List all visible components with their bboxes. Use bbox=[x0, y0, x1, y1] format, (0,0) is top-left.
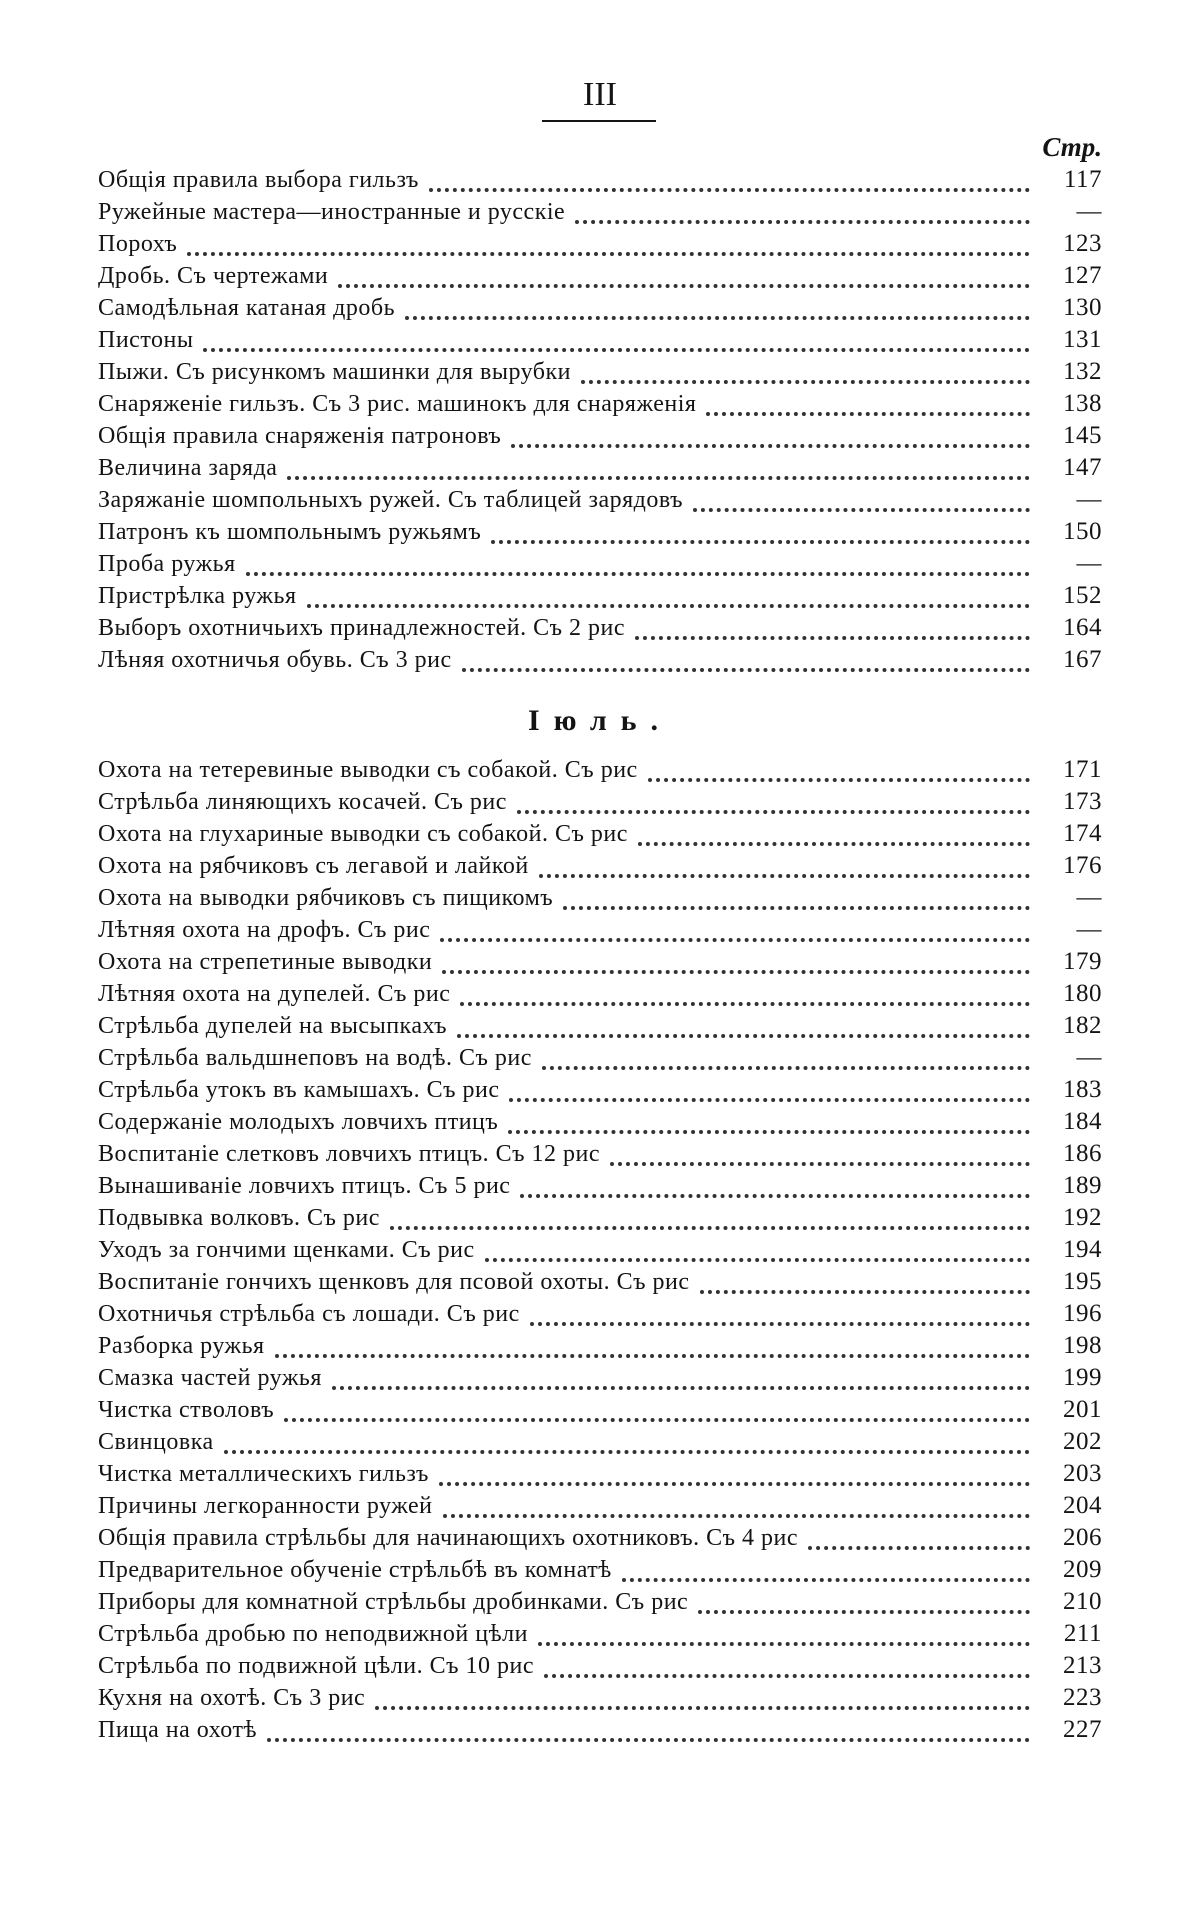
toc-entry-page: 210 bbox=[1063, 1588, 1102, 1615]
dot-leader bbox=[307, 604, 1031, 608]
toc-entry-title: Величина заряда bbox=[98, 455, 278, 481]
toc-entry bbox=[98, 1684, 1102, 1716]
toc-entry bbox=[98, 1556, 1102, 1588]
toc-entry-page: 192 bbox=[1063, 1204, 1102, 1231]
toc-entry bbox=[98, 1588, 1102, 1620]
dot-leader bbox=[460, 1002, 1030, 1006]
toc-entry bbox=[98, 326, 1102, 358]
dot-leader bbox=[520, 1194, 1030, 1198]
toc-entry bbox=[98, 788, 1102, 820]
dot-leader bbox=[635, 636, 1030, 640]
toc-entry-title: Подвывка волковъ. Съ рис bbox=[98, 1205, 380, 1231]
toc-entry-page: 199 bbox=[1063, 1364, 1102, 1391]
toc-entry-title: Снаряженіе гильзъ. Съ 3 рис. машинокъ для снаряженія bbox=[98, 391, 697, 417]
dot-leader bbox=[563, 906, 1030, 910]
toc-entry bbox=[98, 1460, 1102, 1492]
toc-entry-page: 206 bbox=[1063, 1524, 1102, 1551]
dot-leader bbox=[638, 842, 1030, 846]
toc-entry bbox=[98, 1044, 1102, 1076]
toc-entry bbox=[98, 884, 1102, 916]
dot-leader bbox=[511, 444, 1030, 448]
toc-entry-page: 174 bbox=[1063, 820, 1102, 847]
dot-leader bbox=[575, 220, 1030, 224]
toc-entry-title: Стрѣльба дробью по неподвижной цѣли bbox=[98, 1621, 528, 1647]
dot-leader bbox=[390, 1226, 1030, 1230]
toc-entry bbox=[98, 1204, 1102, 1236]
toc-entry-title: Пристрѣлка ружья bbox=[98, 583, 297, 609]
toc-entry-page: 132 bbox=[1063, 358, 1102, 385]
toc-entry-title: Вынашиваніе ловчихъ птицъ. Съ 5 рис bbox=[98, 1173, 511, 1199]
toc-entry bbox=[98, 390, 1102, 422]
dot-leader bbox=[622, 1578, 1030, 1582]
toc-entry-title: Разборка ружья bbox=[98, 1333, 265, 1359]
toc-entry-page: 204 bbox=[1063, 1492, 1102, 1519]
toc-entry bbox=[98, 1012, 1102, 1044]
toc-entry bbox=[98, 948, 1102, 980]
toc-entry-title: Кухня на охотѣ. Съ 3 рис bbox=[98, 1685, 366, 1711]
toc-entry-title: Охота на рябчиковъ съ легавой и лайкой bbox=[98, 853, 529, 879]
toc-entry-title: Стрѣльба линяющихъ косачей. Съ рис bbox=[98, 789, 507, 815]
dot-leader bbox=[332, 1386, 1030, 1390]
toc-entry-page: 209 bbox=[1063, 1556, 1102, 1583]
section-heading-july: Іюль. bbox=[527, 704, 673, 737]
toc-entry bbox=[98, 916, 1102, 948]
dot-leader bbox=[542, 1066, 1030, 1070]
toc-entry bbox=[98, 1268, 1102, 1300]
toc-entry-page: 196 bbox=[1063, 1300, 1102, 1327]
dot-leader bbox=[287, 476, 1030, 480]
toc-entry-title: Воспитаніе слетковъ ловчихъ птицъ. Съ 12 рис bbox=[98, 1141, 601, 1167]
toc-entry-title: Предварительное обученіе стрѣльбѣ въ комнатѣ bbox=[98, 1557, 612, 1583]
toc-entry bbox=[98, 198, 1102, 230]
dot-leader bbox=[338, 284, 1030, 288]
toc-entry-title: Воспитаніе гончихъ щенковъ для псовой охоты. Съ рис bbox=[98, 1269, 690, 1295]
toc-entry-page: 202 bbox=[1063, 1428, 1102, 1455]
toc-entry-page: — bbox=[1076, 486, 1102, 513]
toc-entry-page: 223 bbox=[1063, 1684, 1102, 1711]
toc-entry bbox=[98, 1396, 1102, 1428]
toc-entry-page: 213 bbox=[1063, 1652, 1102, 1679]
toc-entry bbox=[98, 646, 1102, 678]
toc-entry-title: Проба ружья bbox=[98, 551, 236, 577]
toc-entry-page: 180 bbox=[1063, 980, 1102, 1007]
dot-leader bbox=[443, 1514, 1030, 1518]
toc-entry bbox=[98, 486, 1102, 518]
dot-leader bbox=[693, 508, 1030, 512]
dot-leader bbox=[284, 1418, 1030, 1422]
dot-leader bbox=[508, 1130, 1030, 1134]
toc-entry bbox=[98, 756, 1102, 788]
toc-entry-title: Уходъ за гончими щенками. Съ рис bbox=[98, 1237, 475, 1263]
toc-entry bbox=[98, 1172, 1102, 1204]
toc-entry-title: Приборы для комнатной стрѣльбы дробинками. Съ рис bbox=[98, 1589, 689, 1615]
toc-entry bbox=[98, 1524, 1102, 1556]
toc-entry bbox=[98, 1428, 1102, 1460]
toc-entry-page: 179 bbox=[1063, 948, 1102, 975]
toc-entry-title: Чистка стволовъ bbox=[98, 1397, 275, 1423]
dot-leader bbox=[698, 1610, 1030, 1614]
toc-entry-page: — bbox=[1076, 916, 1102, 943]
dot-leader bbox=[442, 970, 1030, 974]
dot-leader bbox=[457, 1034, 1030, 1038]
toc-entry bbox=[98, 454, 1102, 486]
toc-entry-page: 184 bbox=[1063, 1108, 1102, 1135]
toc-entry-page: 201 bbox=[1063, 1396, 1102, 1423]
toc-entry-page: 203 bbox=[1063, 1460, 1102, 1487]
toc-entry bbox=[98, 1716, 1102, 1748]
toc-entry-page: 123 bbox=[1063, 230, 1102, 257]
toc-entry-page: 173 bbox=[1063, 788, 1102, 815]
page-number-rule bbox=[542, 120, 656, 122]
toc-entry-title: Стрѣльба дупелей на высыпкахъ bbox=[98, 1013, 447, 1039]
toc-entry bbox=[98, 980, 1102, 1012]
toc-entry-page: 117 bbox=[1063, 166, 1102, 193]
dot-leader bbox=[517, 810, 1030, 814]
dot-leader bbox=[275, 1354, 1030, 1358]
toc-entry bbox=[98, 550, 1102, 582]
dot-leader bbox=[405, 316, 1030, 320]
dot-leader bbox=[538, 1642, 1030, 1646]
toc-entry-title: Стрѣльба по подвижной цѣли. Съ 10 рис bbox=[98, 1653, 535, 1679]
toc-entry-title: Общія правила снаряженія патроновъ bbox=[98, 423, 502, 449]
toc-entry bbox=[98, 1332, 1102, 1364]
toc-entry-page: 164 bbox=[1063, 614, 1102, 641]
toc-entry-title: Самодѣльная катаная дробь bbox=[98, 295, 396, 321]
toc-entry-page: 194 bbox=[1063, 1236, 1102, 1263]
toc-entry-page: 183 bbox=[1063, 1076, 1102, 1103]
toc-entry-page: 176 bbox=[1063, 852, 1102, 879]
toc-entry-title: Пистоны bbox=[98, 327, 194, 353]
dot-leader bbox=[224, 1450, 1030, 1454]
dot-leader bbox=[203, 348, 1030, 352]
toc-entry-title: Охота на стрепетиные выводки bbox=[98, 949, 433, 975]
toc-entry-title: Общія правила выбора гильзъ bbox=[98, 167, 419, 193]
dot-leader bbox=[581, 380, 1030, 384]
dot-leader bbox=[440, 938, 1030, 942]
toc-entry-page: 195 bbox=[1063, 1268, 1102, 1295]
dot-leader bbox=[267, 1738, 1030, 1742]
dot-leader bbox=[429, 188, 1030, 192]
toc-entry bbox=[98, 1492, 1102, 1524]
toc-entry bbox=[98, 1652, 1102, 1684]
page-number: III bbox=[583, 76, 617, 113]
dot-leader bbox=[491, 540, 1030, 544]
toc-entry-page: 145 bbox=[1063, 422, 1102, 449]
toc-entry bbox=[98, 614, 1102, 646]
toc-entry bbox=[98, 820, 1102, 852]
toc-entry-page: 186 bbox=[1063, 1140, 1102, 1167]
toc-entry bbox=[98, 1236, 1102, 1268]
toc-entry-title: Лѣтняя охота на дрофъ. Съ рис bbox=[98, 917, 431, 943]
dot-leader bbox=[544, 1674, 1030, 1678]
dot-leader bbox=[375, 1706, 1030, 1710]
toc-entry bbox=[98, 1076, 1102, 1108]
toc-entry-title: Стрѣльба утокъ въ камышахъ. Съ рис bbox=[98, 1077, 500, 1103]
toc-entry-page: 138 bbox=[1063, 390, 1102, 417]
toc-entry-page: 130 bbox=[1063, 294, 1102, 321]
dot-leader bbox=[187, 252, 1030, 256]
toc-entry-title: Охотничья стрѣльба съ лошади. Съ рис bbox=[98, 1301, 520, 1327]
toc-entry-title: Смазка частей ружья bbox=[98, 1365, 322, 1391]
toc-entry-title: Выборъ охотничьихъ принадлежностей. Съ 2 рис bbox=[98, 615, 626, 641]
toc-list-previous-section bbox=[98, 166, 1102, 678]
toc-entry-page: — bbox=[1076, 884, 1102, 911]
dot-leader bbox=[648, 778, 1030, 782]
toc-entry-page: — bbox=[1076, 550, 1102, 577]
toc-entry bbox=[98, 582, 1102, 614]
toc-entry-page: 171 bbox=[1063, 756, 1102, 783]
dot-leader bbox=[509, 1098, 1030, 1102]
toc-entry-title: Дробь. Съ чертежами bbox=[98, 263, 329, 289]
toc-entry-title: Содержаніе молодыхъ ловчихъ птицъ bbox=[98, 1109, 499, 1135]
toc-entry bbox=[98, 294, 1102, 326]
toc-entry-page: 189 bbox=[1063, 1172, 1102, 1199]
toc-entry bbox=[98, 358, 1102, 390]
dot-leader bbox=[808, 1546, 1030, 1550]
toc-entry-title: Охота на тетеревиные выводки съ собакой. Съ рис bbox=[98, 757, 638, 783]
toc-entry-page: 150 bbox=[1063, 518, 1102, 545]
toc-entry bbox=[98, 166, 1102, 198]
toc-entry-page: 182 bbox=[1063, 1012, 1102, 1039]
dot-leader bbox=[439, 1482, 1030, 1486]
toc-entry-title: Свинцовка bbox=[98, 1429, 214, 1455]
toc-entry-page: 211 bbox=[1063, 1620, 1102, 1647]
toc-entry-page: 152 bbox=[1063, 582, 1102, 609]
toc-entry-title: Лѣтняя охота на дупелей. Съ рис bbox=[98, 981, 451, 1007]
toc-entry-page: 227 bbox=[1063, 1716, 1102, 1743]
dot-leader bbox=[700, 1290, 1030, 1294]
toc-entry-title: Охота на выводки рябчиковъ съ пищикомъ bbox=[98, 885, 554, 911]
toc-entry-page: — bbox=[1076, 198, 1102, 225]
toc-entry bbox=[98, 1108, 1102, 1140]
toc-entry bbox=[98, 518, 1102, 550]
toc-entry-title: Лѣняя охотничья обувь. Съ 3 рис bbox=[98, 647, 452, 673]
toc-entry-title: Чистка металлическихъ гильзъ bbox=[98, 1461, 429, 1487]
toc-entry-page: 127 bbox=[1063, 262, 1102, 289]
dot-leader bbox=[610, 1162, 1030, 1166]
dot-leader bbox=[530, 1322, 1030, 1326]
dot-leader bbox=[485, 1258, 1030, 1262]
toc-entry-title: Причины легкоранности ружей bbox=[98, 1493, 433, 1519]
toc-entry-page: 131 bbox=[1063, 326, 1102, 353]
toc-entry-page: — bbox=[1076, 1044, 1102, 1071]
toc-entry bbox=[98, 1620, 1102, 1652]
toc-entry-page: 147 bbox=[1063, 454, 1102, 481]
toc-entry-title: Стрѣльба вальдшнеповъ на водѣ. Съ рис bbox=[98, 1045, 532, 1071]
toc-entry-title: Порохъ bbox=[98, 231, 178, 257]
toc-entry bbox=[98, 230, 1102, 262]
toc-entry bbox=[98, 422, 1102, 454]
dot-leader bbox=[706, 412, 1030, 416]
toc-entry bbox=[98, 262, 1102, 294]
toc-entry-page: 198 bbox=[1063, 1332, 1102, 1359]
toc-entry bbox=[98, 1364, 1102, 1396]
toc-entry-title: Пыжи. Съ рисункомъ машинки для вырубки bbox=[98, 359, 572, 385]
toc-entry-title: Ружейные мастера—иностранные и русскіе bbox=[98, 199, 566, 225]
page-column-header: Стр. bbox=[1042, 132, 1102, 162]
dot-leader bbox=[246, 572, 1030, 576]
toc-entry bbox=[98, 1140, 1102, 1172]
dot-leader bbox=[462, 668, 1030, 672]
toc-entry bbox=[98, 852, 1102, 884]
toc-list-july bbox=[98, 756, 1102, 1748]
toc-entry-page: 167 bbox=[1063, 646, 1102, 673]
toc-entry-title: Заряжаніе шомпольныхъ ружей. Съ таблицей зарядовъ bbox=[98, 487, 684, 513]
toc-entry-title: Патронъ къ шомпольнымъ ружьямъ bbox=[98, 519, 482, 545]
toc-entry-title: Пища на охотѣ bbox=[98, 1717, 257, 1743]
dot-leader bbox=[539, 874, 1030, 878]
toc-entry-title: Общія правила стрѣльбы для начинающихъ охотниковъ. Съ 4 рис bbox=[98, 1525, 799, 1551]
toc-entry-title: Охота на глухариные выводки съ собакой. Съ рис bbox=[98, 821, 628, 847]
toc-entry bbox=[98, 1300, 1102, 1332]
